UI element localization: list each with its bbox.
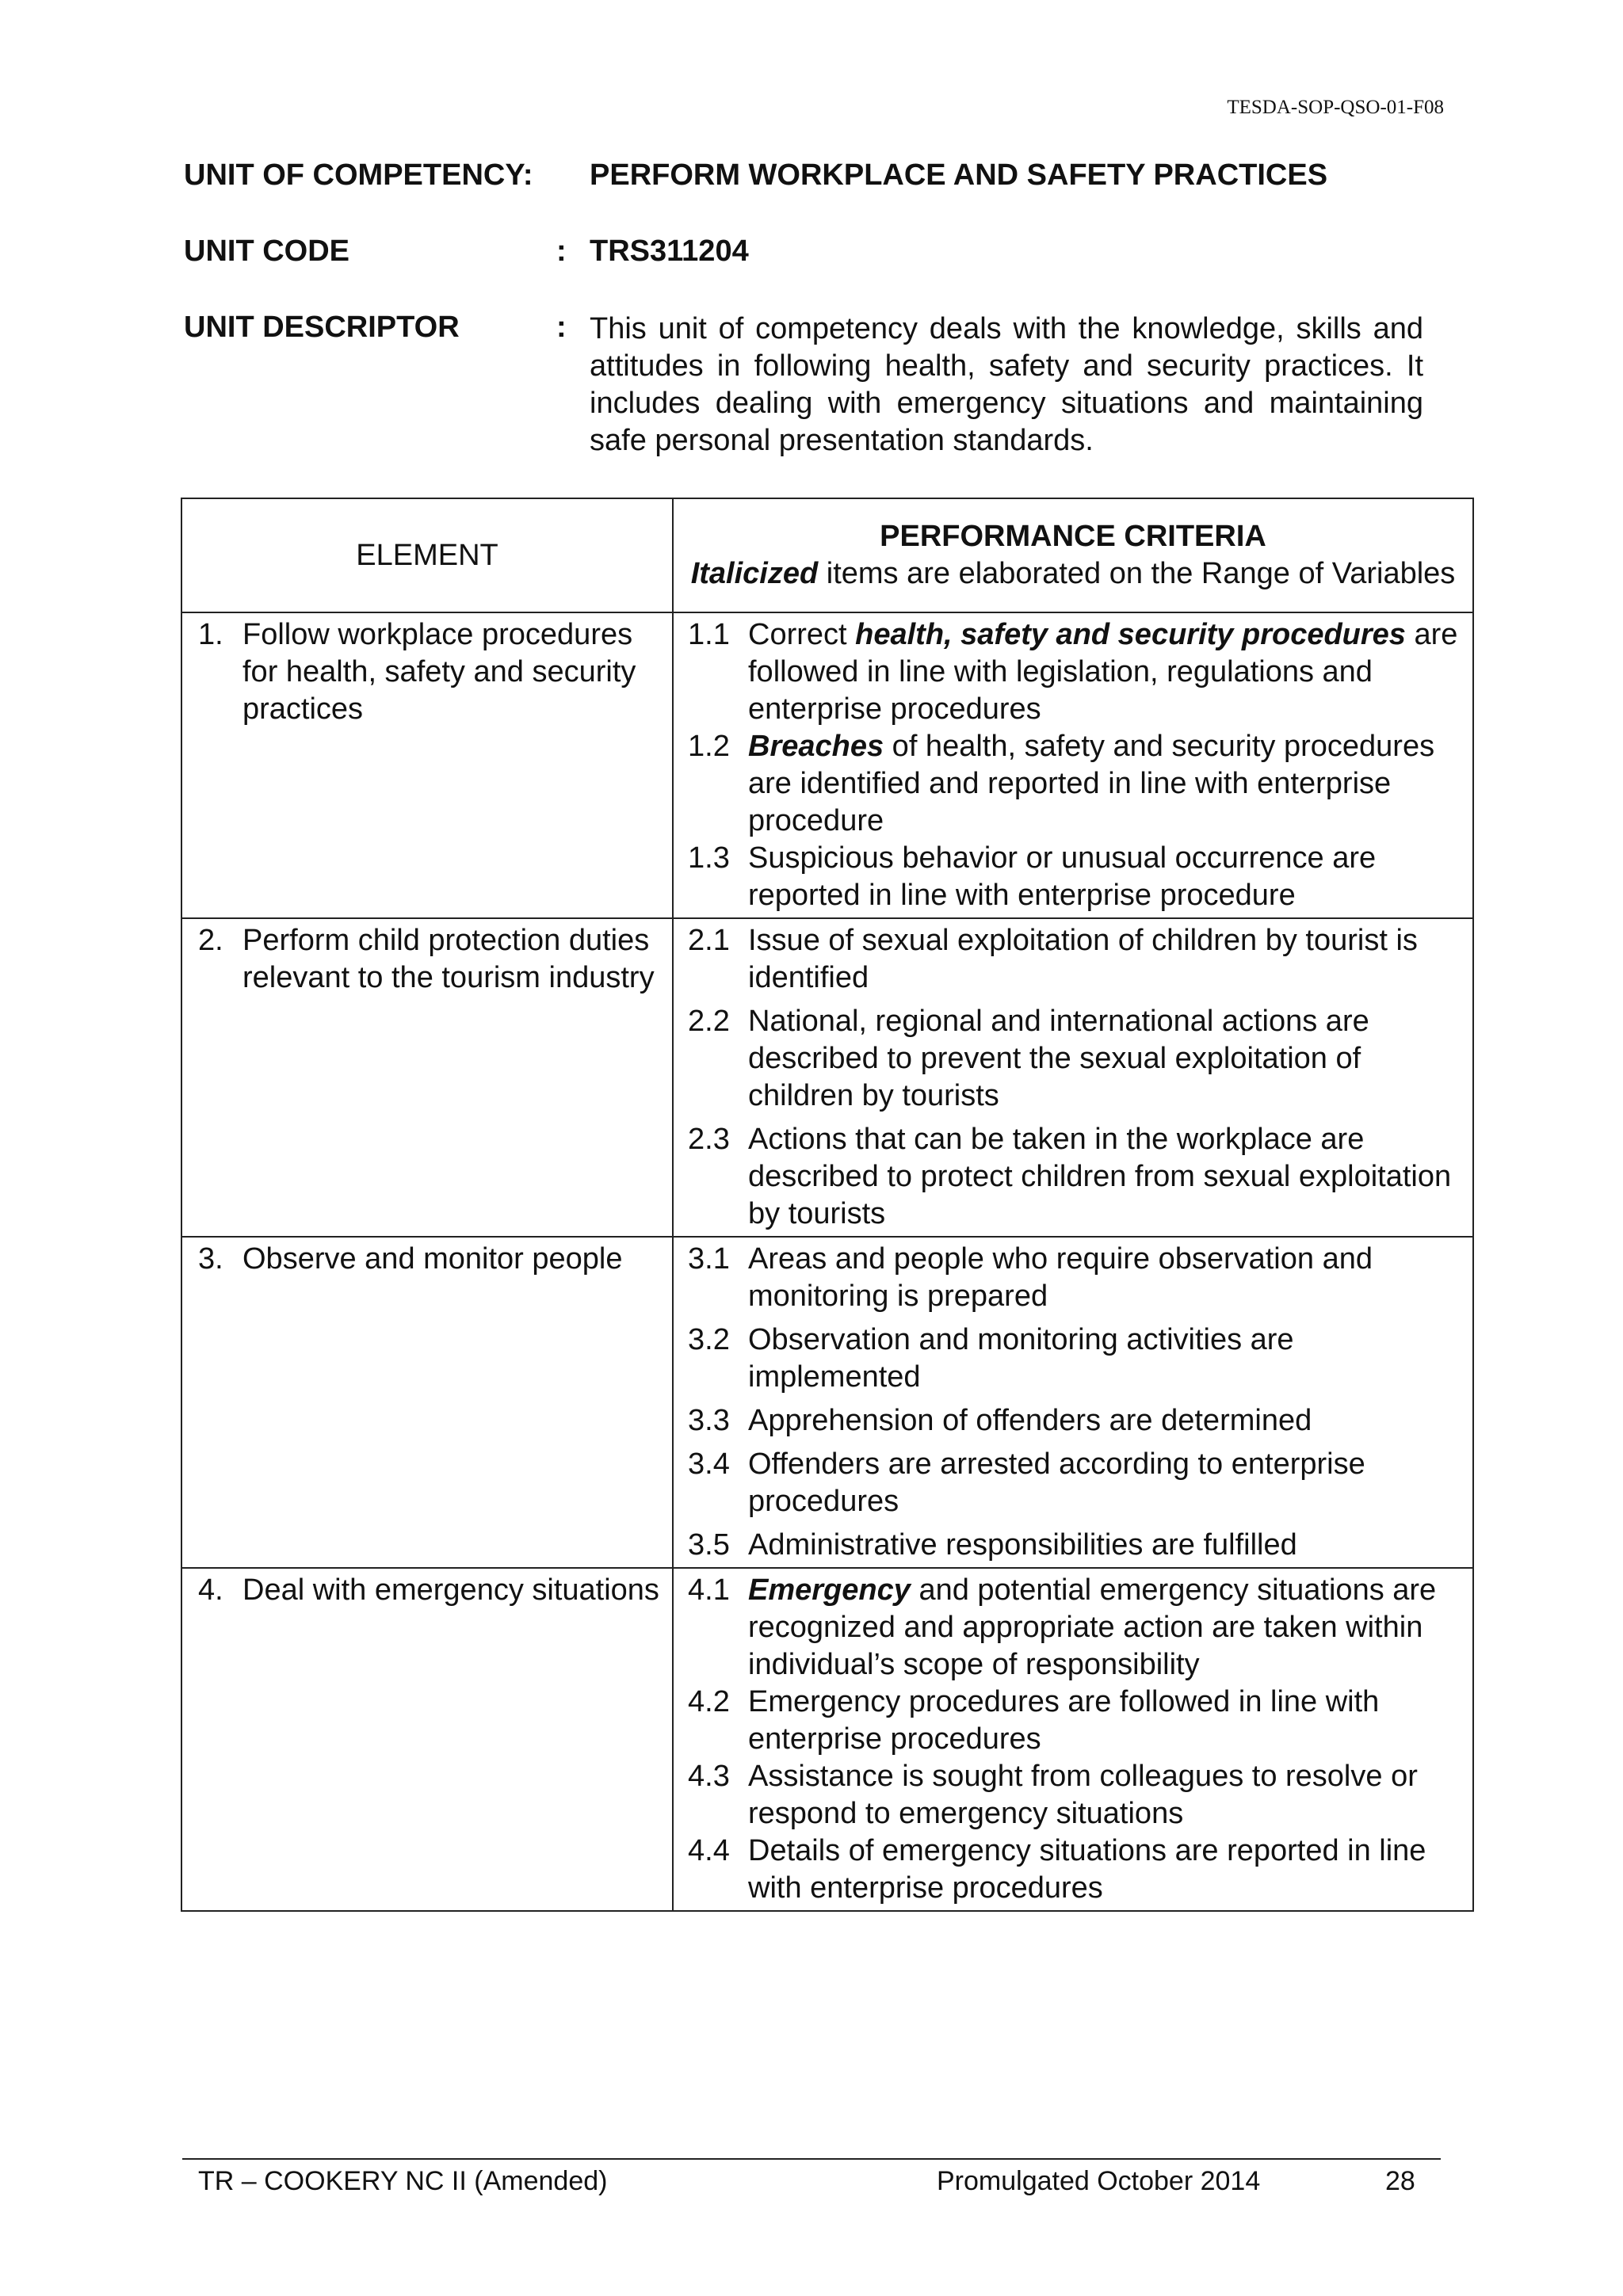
- document-code: TESDA-SOP-QSO-01-F08: [1227, 97, 1444, 118]
- criterion-number: 1.2: [688, 730, 730, 763]
- unit-descriptor-colon: :: [556, 311, 567, 344]
- criterion-text: Issue of sexual exploitation of children by tourist is identified: [748, 924, 1418, 994]
- criterion-text: Emergency procedures are followed in line with enterprise procedures: [748, 1685, 1380, 1756]
- element-text: Observe and monitor people: [242, 1242, 623, 1276]
- criterion-number: 3.4: [688, 1447, 730, 1481]
- element-text: Perform child protection duties relevant to the tourism industry: [242, 924, 655, 994]
- unit-descriptor-label: UNIT DESCRIPTOR: [184, 311, 460, 344]
- competency-table: [181, 498, 1474, 1912]
- criteria-cell: [673, 1237, 1473, 1568]
- criterion-item: [688, 1402, 1463, 1440]
- criterion-text: Correct: [748, 618, 856, 651]
- criterion-item: [688, 922, 1463, 997]
- criterion-emphasis: health, safety and security procedures: [855, 618, 1406, 651]
- unit-code-colon: :: [556, 235, 567, 268]
- criterion-text: Apprehension of offenders are determined: [748, 1404, 1312, 1437]
- criterion-text: Offenders are arrested according to enterprise procedures: [748, 1447, 1365, 1518]
- criteria-header-note-text: items are elaborated on the Range of Variables: [818, 557, 1456, 590]
- criterion-number: 4.4: [688, 1834, 730, 1867]
- criterion-item: [688, 1572, 1463, 1684]
- criterion-item: [688, 1003, 1463, 1115]
- criteria-cell: [673, 918, 1473, 1237]
- unit-descriptor-text: This unit of competency deals with the knowledge, skills and attitudes in following health, safety and security practices. It includes dealing with emergency situations and maintaining safe personal presentation standards.: [590, 312, 1423, 457]
- criterion-item: [688, 1121, 1463, 1233]
- criterion-number: 3.1: [688, 1242, 730, 1276]
- criterion-item: [688, 1446, 1463, 1520]
- element-text: Deal with emergency situations: [242, 1573, 659, 1607]
- criterion-text: Administrative responsibilities are fulfilled: [748, 1528, 1297, 1562]
- criterion-item: [688, 840, 1463, 914]
- element-number: 2.: [198, 924, 223, 957]
- criterion-item: [688, 1758, 1463, 1833]
- element-number: 1.: [198, 618, 223, 651]
- criterion-number: 3.5: [688, 1528, 730, 1562]
- element-text: Follow workplace procedures for health, safety and security practices: [242, 618, 636, 726]
- criterion-item: [688, 616, 1463, 728]
- criterion-text-end: of health, safety and security procedures are identified and reported in line with enterprise procedure: [748, 730, 1435, 837]
- criterion-number: 3.2: [688, 1323, 730, 1356]
- criterion-number: 4.1: [688, 1573, 730, 1607]
- element-column-header: ELEMENT: [181, 498, 673, 612]
- criterion-item: [688, 1322, 1463, 1396]
- criterion-item: [688, 1241, 1463, 1315]
- criterion-item: [688, 1527, 1463, 1564]
- footer-promulgated: Promulgated October 2014: [937, 2166, 1261, 2196]
- element-number: 3.: [198, 1242, 223, 1276]
- unit-of-competency-value: PERFORM WORKPLACE AND SAFETY PRACTICES: [590, 158, 1328, 192]
- criterion-number: 4.2: [688, 1685, 730, 1718]
- unit-code-label: UNIT CODE: [184, 235, 349, 268]
- criterion-item: [688, 728, 1463, 840]
- criterion-number: 2.3: [688, 1123, 730, 1156]
- criterion-number: 2.2: [688, 1005, 730, 1038]
- footer-title: TR – COOKERY NC II (Amended): [198, 2166, 608, 2196]
- criterion-text: National, regional and international actions are described to prevent the sexual exploitation of children by tourists: [748, 1005, 1369, 1112]
- table-row: [181, 612, 1473, 918]
- table-header-row: [181, 498, 1473, 612]
- criterion-item: [688, 1833, 1463, 1907]
- criterion-text: Actions that can be taken in the workplace are described to protect children from sexual exploitation by tourists: [748, 1123, 1452, 1230]
- criterion-number: 3.3: [688, 1404, 730, 1437]
- table-row: [181, 918, 1473, 1237]
- element-cell: [181, 1568, 673, 1911]
- criteria-header-note-italic: Italicized: [690, 557, 819, 590]
- criteria-cell: [673, 612, 1473, 918]
- unit-of-competency-label: UNIT OF COMPETENCY:: [184, 158, 533, 192]
- table-row: [181, 1568, 1473, 1911]
- element-cell: [181, 612, 673, 918]
- page-number: 28: [1385, 2166, 1415, 2196]
- criterion-item: [688, 1684, 1463, 1758]
- element-number: 4.: [198, 1573, 223, 1607]
- criterion-text: Observation and monitoring activities are implemented: [748, 1323, 1294, 1394]
- unit-code-value: TRS311204: [590, 235, 749, 268]
- criterion-text: Assistance is sought from colleagues to resolve or respond to emergency situations: [748, 1760, 1418, 1830]
- criterion-emphasis: Breaches: [748, 730, 884, 763]
- footer-divider: [182, 2158, 1441, 2160]
- table-body: [181, 612, 1473, 1911]
- criterion-text-end: are followed in line with legislation, regulations and enterprise procedures: [748, 618, 1458, 726]
- criterion-text: Suspicious behavior or unusual occurrence are reported in line with enterprise procedure: [748, 841, 1377, 912]
- criteria-header-title: PERFORMANCE CRITERIA: [880, 520, 1266, 553]
- criterion-number: 1.1: [688, 618, 730, 651]
- criterion-emphasis: Emergency: [748, 1573, 911, 1607]
- table-row: [181, 1237, 1473, 1568]
- element-cell: [181, 918, 673, 1237]
- criteria-column-header: [673, 498, 1473, 612]
- criterion-text: Areas and people who require observation and monitoring is prepared: [748, 1242, 1373, 1313]
- criterion-number: 4.3: [688, 1760, 730, 1793]
- criterion-text: Details of emergency situations are reported in line with enterprise procedures: [748, 1834, 1426, 1905]
- criteria-header-note: [674, 555, 1472, 593]
- criterion-number: 2.1: [688, 924, 730, 957]
- criteria-cell: [673, 1568, 1473, 1911]
- element-cell: [181, 1237, 673, 1568]
- criterion-text-end: and potential emergency situations are recognized and appropriate action are taken within individual’s scope of responsibility: [748, 1573, 1437, 1681]
- criterion-number: 1.3: [688, 841, 730, 875]
